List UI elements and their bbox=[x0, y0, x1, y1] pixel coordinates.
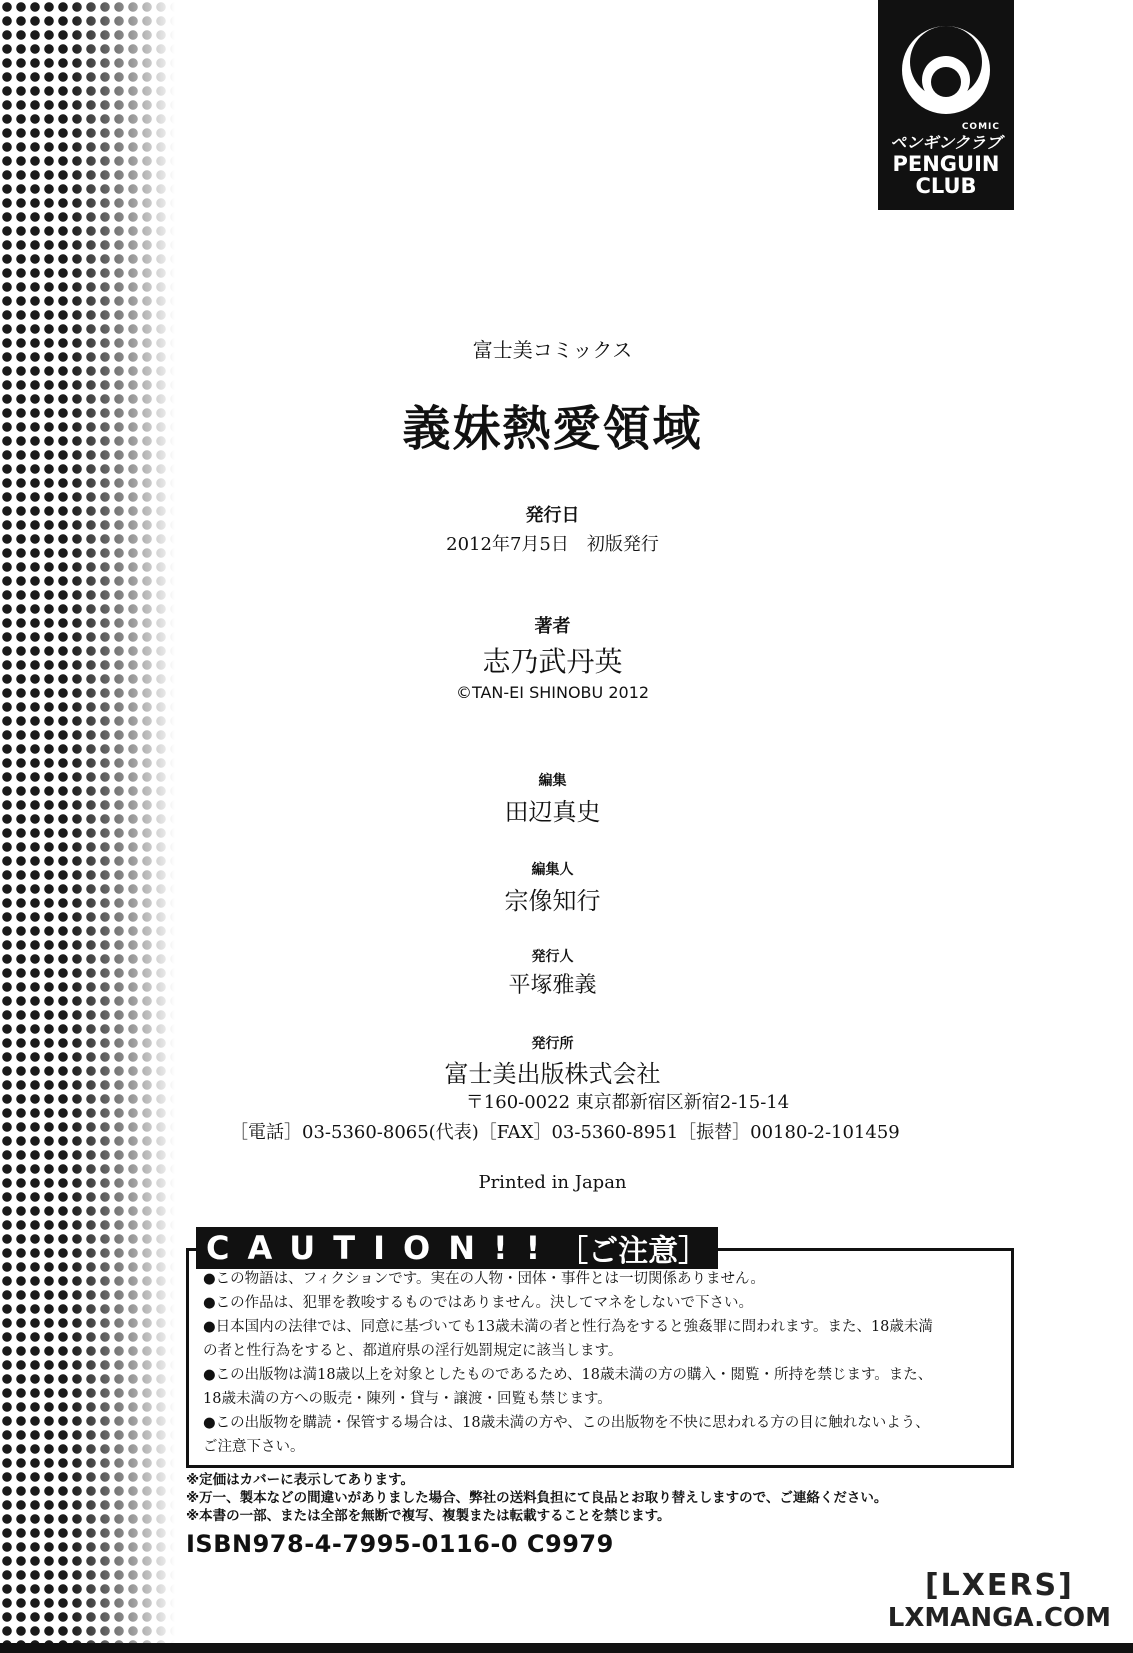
logo-comic-text: COMIC bbox=[961, 122, 1000, 132]
caution-header bbox=[196, 1227, 718, 1269]
editor-in-chief-label: 編集人 bbox=[531, 862, 574, 878]
author-label: 著者 bbox=[534, 616, 571, 637]
author-name: 志乃武丹英 bbox=[482, 645, 623, 678]
editor-label: 編集 bbox=[538, 773, 567, 789]
note-line: ※万一、製本などの間違いがありました場合、弊社の送料負担にて良品とお取り替えしますので、ご連絡ください。 bbox=[186, 1490, 888, 1506]
watermark-line1: [LXERS] bbox=[924, 1568, 1074, 1603]
caution-item: ●この出版物を購読・保管する場合は、18歳未満の方や、この出版物を不快に思われる方の目に触れないよう、 bbox=[203, 1415, 930, 1431]
halftone-border bbox=[0, 0, 175, 1653]
caution-box bbox=[186, 1248, 1014, 1468]
publisher-contact: ［電話］03-5360-8065(代表)［FAX］03-5360-8951［振替］00180-2-101459 bbox=[230, 1122, 900, 1143]
logo-club-text: CLUB bbox=[915, 174, 977, 198]
series-name: 富士美コミックス bbox=[472, 338, 633, 362]
editor-in-chief-name: 宗像知行 bbox=[504, 887, 601, 915]
pubdate-value: 2012年7月5日 初版発行 bbox=[446, 534, 659, 555]
printed-in: Printed in Japan bbox=[478, 1172, 627, 1193]
penguin-logo-icon bbox=[898, 22, 994, 118]
caution-word: CAUTION!! bbox=[206, 1229, 559, 1267]
caution-item: ●この作品は、犯罪を教唆するものではありません。決してマネをしないで下さい。 bbox=[203, 1295, 754, 1311]
watermark-line2: LXMANGA.COM bbox=[887, 1603, 1111, 1633]
bottom-rule bbox=[0, 1643, 1133, 1653]
caution-item: ●この物語は、フィクションです。実在の人物・団体・事件とは一切関係ありません。 bbox=[203, 1271, 765, 1287]
caution-item: ●この出版物は満18歳以上を対象としたものであるため、18歳未満の方の購入・閲覧・所持を禁じます。また、 bbox=[203, 1367, 933, 1383]
caution-jp: ［ご注意］ bbox=[558, 1234, 709, 1269]
publishing-house-label: 発行所 bbox=[531, 1036, 574, 1052]
copyright: ©TAN-EI SHINOBU 2012 bbox=[455, 683, 650, 702]
publisher-name: 平塚雅義 bbox=[508, 973, 597, 998]
note-line: ※本書の一部、または全部を無断で複写、複製または転載することを禁じます。 bbox=[186, 1508, 671, 1524]
pubdate-label: 発行日 bbox=[525, 505, 580, 526]
caution-item: の者と性行為をすると、都道府県の淫行処罰規定に該当します。 bbox=[203, 1343, 623, 1359]
penguin-club-logo bbox=[878, 0, 1014, 210]
watermark bbox=[888, 1568, 1111, 1633]
logo-penguin-text: PENGUIN bbox=[892, 152, 1000, 176]
editor-name: 田辺真史 bbox=[504, 798, 601, 826]
caution-item: 18歳未満の方への販売・陳列・貸与・譲渡・回覧も禁じます。 bbox=[203, 1391, 612, 1407]
book-title: 義妹熱愛領域 bbox=[402, 401, 703, 457]
publisher-label: 発行人 bbox=[531, 949, 574, 965]
caution-item: ご注意下さい。 bbox=[203, 1439, 305, 1455]
caution-item: ●日本国内の法律では、同意に基づいても13歳未満の者と性行為をすると強姦罪に問われます。また、18歳未満 bbox=[203, 1319, 933, 1335]
notes bbox=[186, 1471, 887, 1525]
isbn: ISBN978-4-7995-0116-0 C9979 bbox=[186, 1530, 614, 1558]
logo-jp-text: ペンギンクラブ bbox=[890, 133, 1002, 152]
publishing-house-name: 富士美出版株式会社 bbox=[444, 1060, 661, 1088]
note-line: ※定価はカバーに表示してあります。 bbox=[186, 1472, 415, 1488]
publisher-address: 〒160-0022 東京都新宿区新宿2-15-14 bbox=[465, 1092, 790, 1113]
